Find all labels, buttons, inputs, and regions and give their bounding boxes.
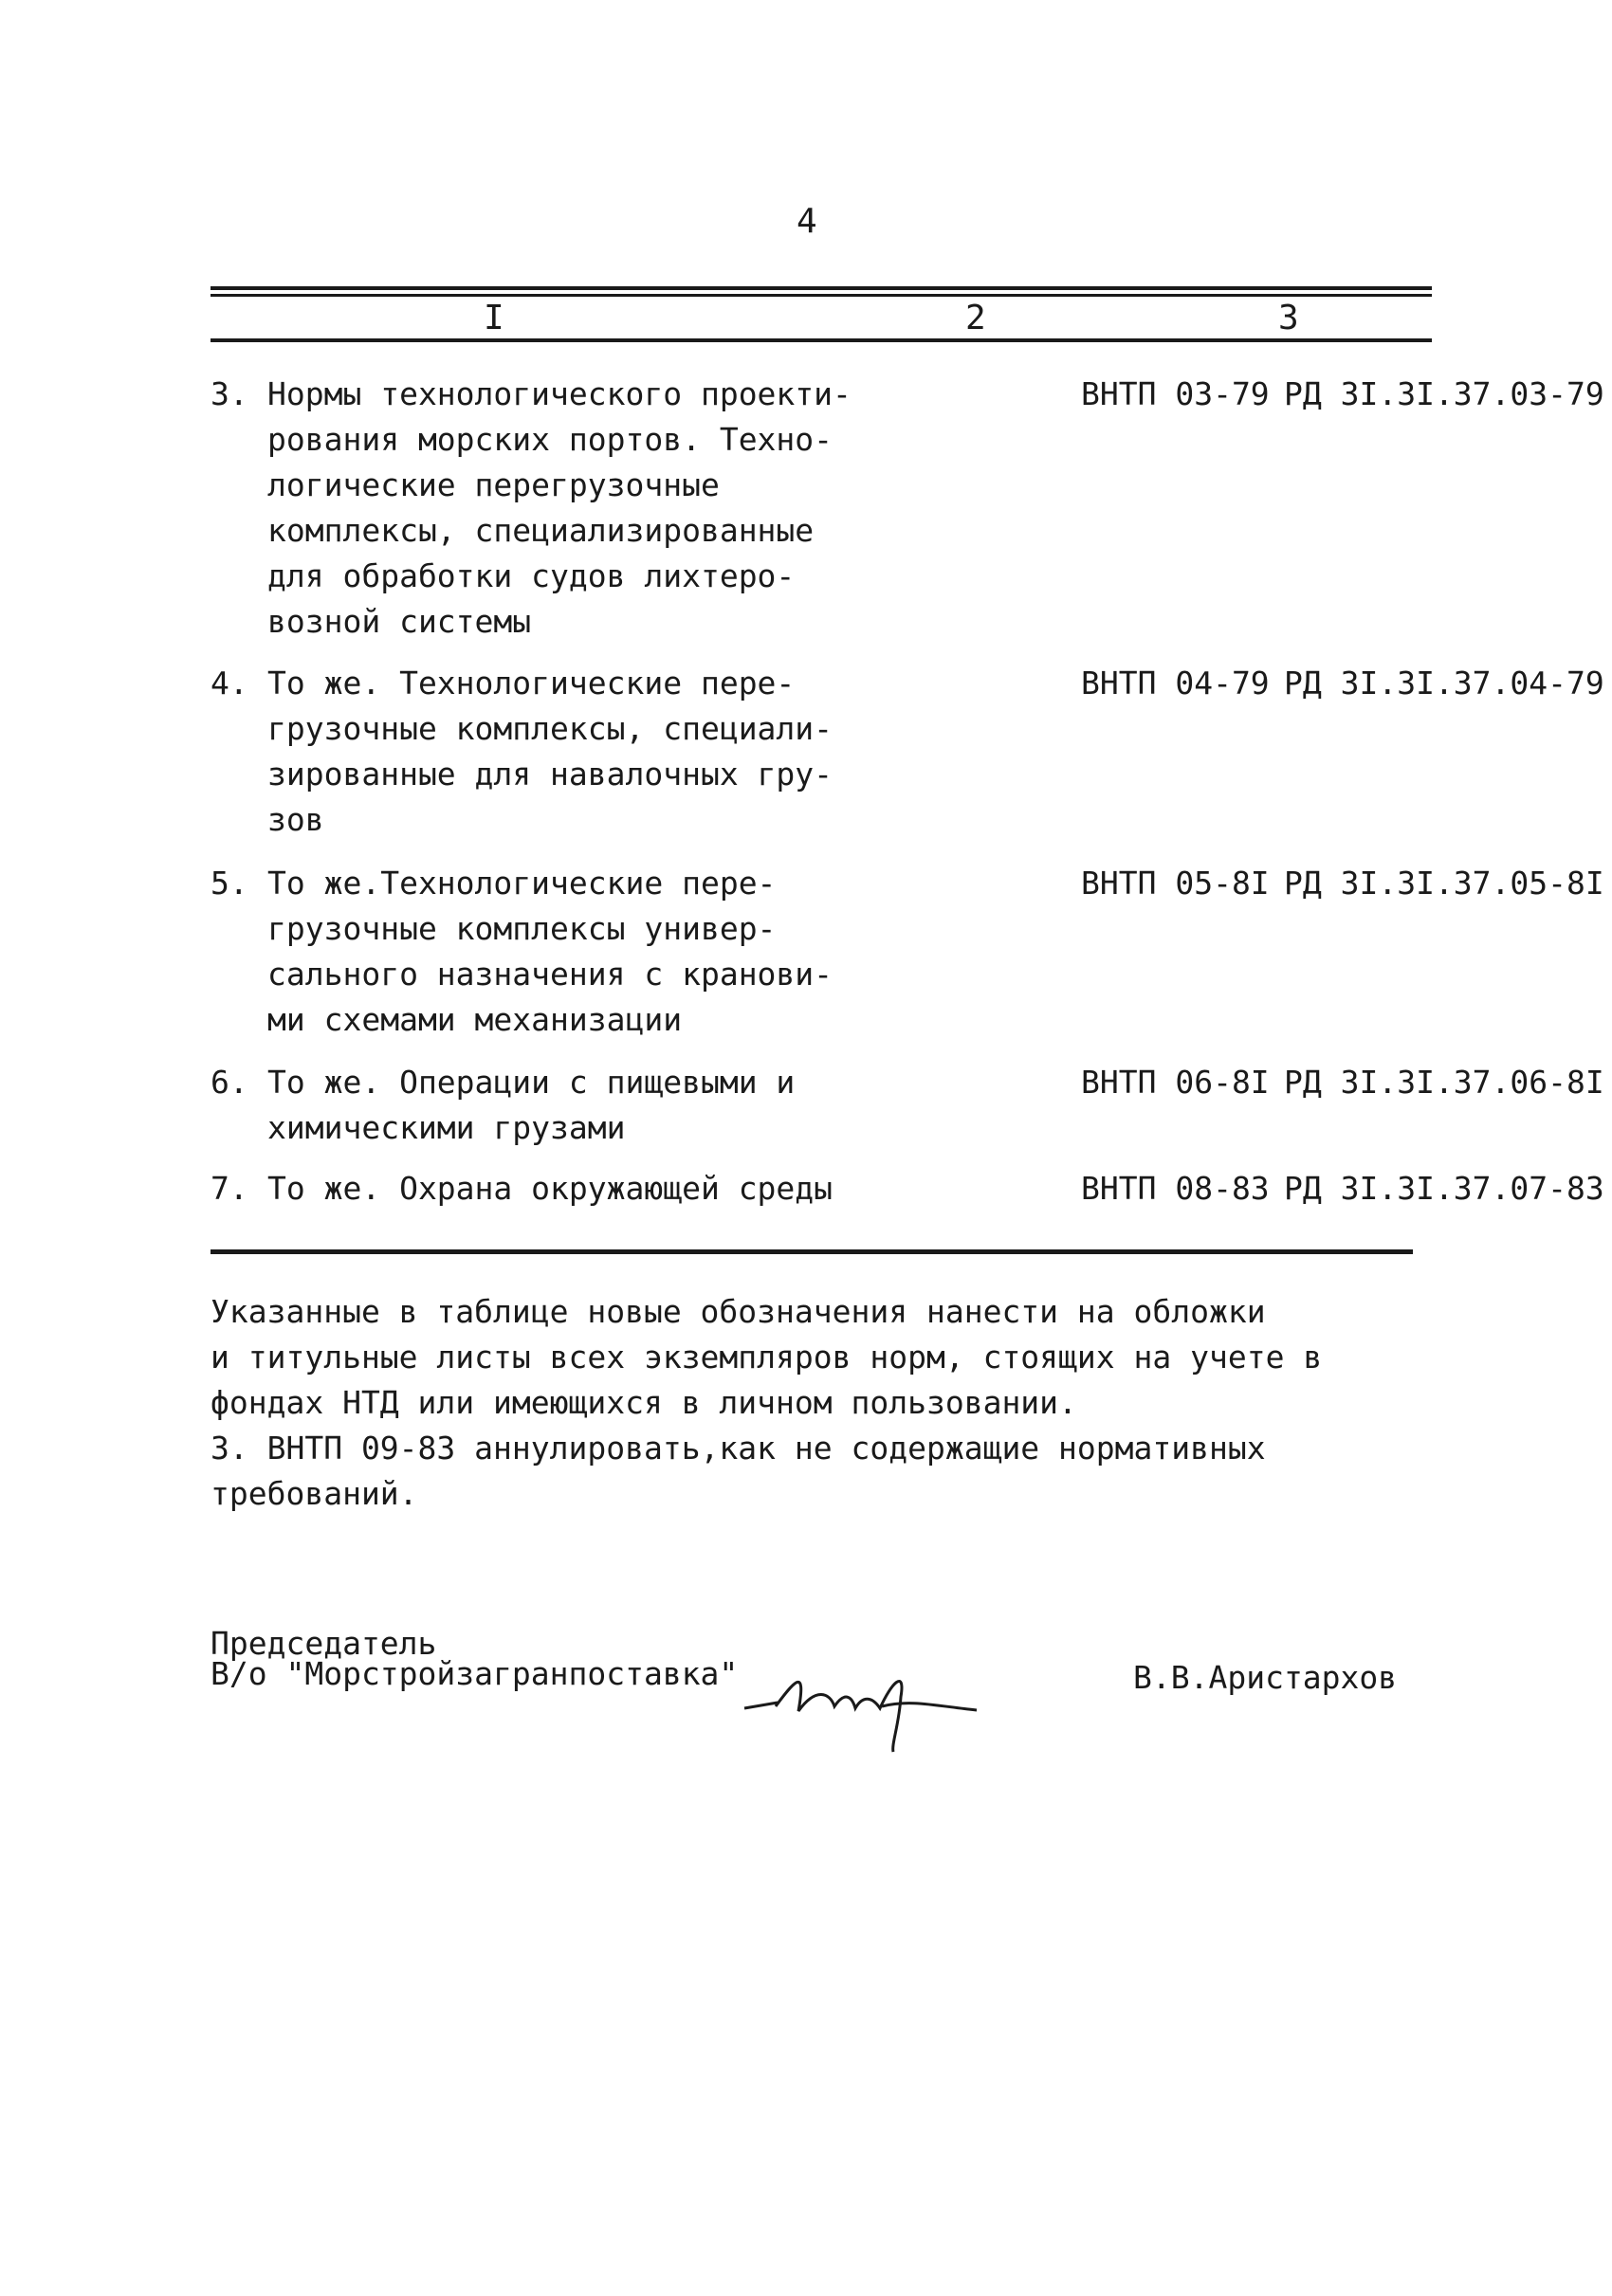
row-code: ВНТП 05-8I — [1081, 865, 1270, 902]
table-bottom-rule — [211, 1249, 1413, 1254]
table-header-rule — [211, 338, 1432, 342]
row-number: 7. — [211, 1170, 248, 1207]
row-title: То же. Охрана окружающей среды — [267, 1170, 833, 1207]
table-top-rule — [211, 286, 1432, 290]
row-number: 3. — [211, 375, 248, 412]
row-title: То же.Технологические пере- грузочные комплексы универ- сального назначения с кранови- ми схемами механизации — [267, 865, 833, 1038]
row-number: 6. — [211, 1064, 248, 1101]
table-top-rule-2 — [211, 294, 1432, 297]
signatory-position: Председатель В/о "Морстройзагранпоставка" — [211, 1625, 739, 1692]
column-header-3: 3 — [1278, 299, 1299, 337]
row-code: ВНТП 03-79 — [1081, 375, 1270, 412]
signatory-name: В.В.Аристархов — [1133, 1659, 1398, 1696]
row-document: РД 3I.3I.37.06-8I — [1284, 1064, 1604, 1101]
row-document: РД 3I.3I.37.07-83 — [1284, 1170, 1604, 1207]
column-header-1: I — [484, 299, 504, 337]
column-header-2: 2 — [965, 299, 986, 337]
note-paragraph-1: Указанные в таблице новые обозначения нанести на обложки и титульные листы всех экземпляров норм, стоящих на учете в фондах НТД или имеющихся в личном пользовании. — [211, 1293, 1323, 1421]
row-code: ВНТП 04-79 — [1081, 665, 1270, 702]
row-code: ВНТП 08-83 — [1081, 1170, 1270, 1207]
page-number: 4 — [797, 202, 817, 241]
row-document: РД 3I.3I.37.03-79 — [1284, 375, 1604, 412]
row-document: РД 3I.3I.37.04-79 — [1284, 665, 1604, 702]
note-paragraph-2: 3. ВНТП 09-83 аннулировать,как не содержащие нормативных требований. — [211, 1430, 1266, 1512]
row-title: Нормы технологического проекти- рования морских портов. Техно- логические перегрузочные комплексы, специализированные для обработки судов лихтеро- возной системы — [267, 375, 852, 640]
row-code: ВНТП 06-8I — [1081, 1064, 1270, 1101]
row-title: То же. Операции с пищевыми и химическими грузами — [267, 1064, 796, 1146]
row-number: 4. — [211, 665, 248, 702]
row-title: То же. Технологические пере- грузочные комплексы, специали- зированные для навалочных гру- зов — [267, 665, 833, 838]
row-document: РД 3I.3I.37.05-8I — [1284, 865, 1604, 902]
handwritten-signature — [740, 1640, 996, 1754]
row-number: 5. — [211, 865, 248, 902]
